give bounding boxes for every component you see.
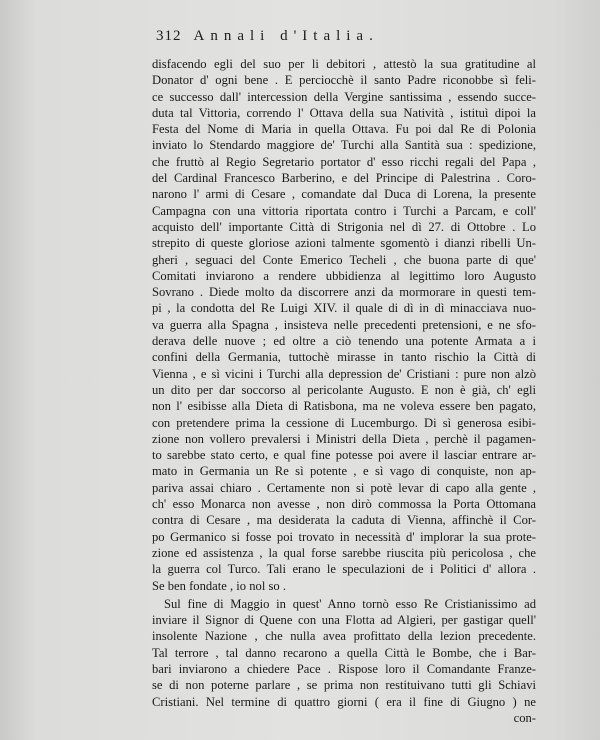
text-line: derava delle nuove ; ed oltre a ciò tenendo una potente Armata a i <box>152 334 536 349</box>
text-line: contra di Cesare , ma desiderata la caduta di Vienna, affinchè il Cor- <box>152 513 536 528</box>
text-line: Sul fine di Maggio in quest' Anno tornò esso Re Cristianissimo ad <box>164 596 536 611</box>
text-line: ce successo dall' intercession della Vergine santissima , essendo succe- <box>152 89 536 104</box>
text-line: zione non vollero prevalersi i Ministri della Dieta , perchè il pagamen- <box>152 431 536 446</box>
text-line: ch' esso Monarca non avesse , non dirò commossa la Porta Ottomana <box>152 497 536 512</box>
text-line: la guerra col Turco. Tali erano le speculazioni de i Politici d' allora . <box>152 562 536 577</box>
text-line: Se ben fondate , io nol so . <box>152 578 286 593</box>
body-text <box>152 56 536 726</box>
text-line: Donator d' ogni bene . E perciocchè il santo Padre riconobbe sì feli- <box>152 73 536 88</box>
text-line: pariva assai chiaro . Certamente non si potè levar di capo alla gente , <box>152 480 536 495</box>
text-line: insolente Nazione , che nulla avea profittato della lezion precedente. <box>152 629 536 644</box>
text-line: Campagna con una vittoria riportata contro i Turchi a Parcam, e coll' <box>152 203 536 218</box>
text-line: va guerra alla Spagna , insisteva nelle precedenti pretensioni, e ne sfo- <box>152 317 536 332</box>
text-line: Cristiani. Nel termine di quattro giorni ( era il fine di Giugno ) ne <box>152 694 536 709</box>
text-line: Sovrano . Diede molto da discorrere anzi da mormorare in questi tem- <box>152 285 536 300</box>
text-line: che fruttò al Regio Segretario portator d' esso ricchi regali del Papa , <box>152 154 536 169</box>
text-line: con pretendere prima la cessione di Lucemburgo. Di sì generosa esibi- <box>152 415 536 430</box>
text-line: disfacendo egli del suo per li debitori , attestò la sua gratitudine al <box>152 57 536 71</box>
text-line: confini della Germania, tuttochè mirasse in tanto rischio la Città di <box>152 350 536 365</box>
text-line: to sarebbe stato certo, e qual fine potesse poi avere il lasciar entrare ar- <box>152 448 536 463</box>
text-line: Comitati inviarono a rendere ubbidienza al legittimo loro Augusto <box>152 268 536 283</box>
text-line: po Germanico si fosse poi trovato in necessità d' implorar la sua prote- <box>152 529 536 544</box>
paragraph-2 <box>152 596 536 726</box>
text-line: narono l' armi di Cesare , comandate dal Duca di Lorena, la presente <box>152 187 536 202</box>
text-line: duta tal Vittoria, correndo l' Ottava della sua Natività , istituì dipoi la <box>152 105 536 120</box>
text-line: zione ed assistenza , la qual forse sarebbe riuscita più pericolosa , che <box>152 545 536 560</box>
text-line: del Cardinal Francesco Barberino, e del Principe di Palestrina . Coro- <box>152 171 536 186</box>
text-line: Tal terrore , tal danno recarono a quella Città le Bombe, che i Bar- <box>152 645 536 660</box>
text-line: non l' esibisse alla Dieta di Ratisbona, ma ne voleva essere ben pagato, <box>152 399 536 414</box>
text-line: con- <box>513 710 536 725</box>
text-line: Vienna , e sì vicini i Turchi alla depression de' Cristiani : pure non alzò <box>152 366 536 381</box>
text-line: mato in Germania un Re sì potente , e sì vago di conquiste, non ap- <box>152 464 536 479</box>
text-line: Festa del Nome di Maria in quella Ottava. Fu poi dal Re di Polonia <box>152 122 536 137</box>
running-head <box>156 28 520 45</box>
text-line: pi , la condotta del Re Luigi XIV. il quale di dì in dì minacciava nuo- <box>152 301 536 316</box>
text-line: strepito di queste gloriose azioni talmente sgomentò i dianzi ribelli Un- <box>152 236 536 251</box>
text-line: se di non poterne parlare , se prima non restituivano tutti gli Schiavi <box>152 678 536 693</box>
text-line: acquisto dell' importante Città di Strigonia nel dì 27. di Ottobre . Lo <box>152 219 536 234</box>
page-number: 312 <box>156 28 182 44</box>
text-line: un dito per dar soccorso al pericolante Augusto. E non è già, ch' egli <box>152 382 536 397</box>
paragraph-1 <box>152 56 536 594</box>
text-line: bari inviarono a chiedere Pace . Rispose loro il Comandante Franze- <box>152 661 536 676</box>
text-line: inviare il Signor di Quene con una Flotta ad Algieri, per gastigar quell' <box>152 613 536 628</box>
running-title: Annali d'Italia. <box>193 28 379 44</box>
text-line: inviato lo Stendardo maggiore de' Turchi alla Santità sua : spedizione, <box>152 138 536 153</box>
text-line: gheri , seguaci del Conte Emerico Techeli , che buona parte di que' <box>152 252 536 267</box>
